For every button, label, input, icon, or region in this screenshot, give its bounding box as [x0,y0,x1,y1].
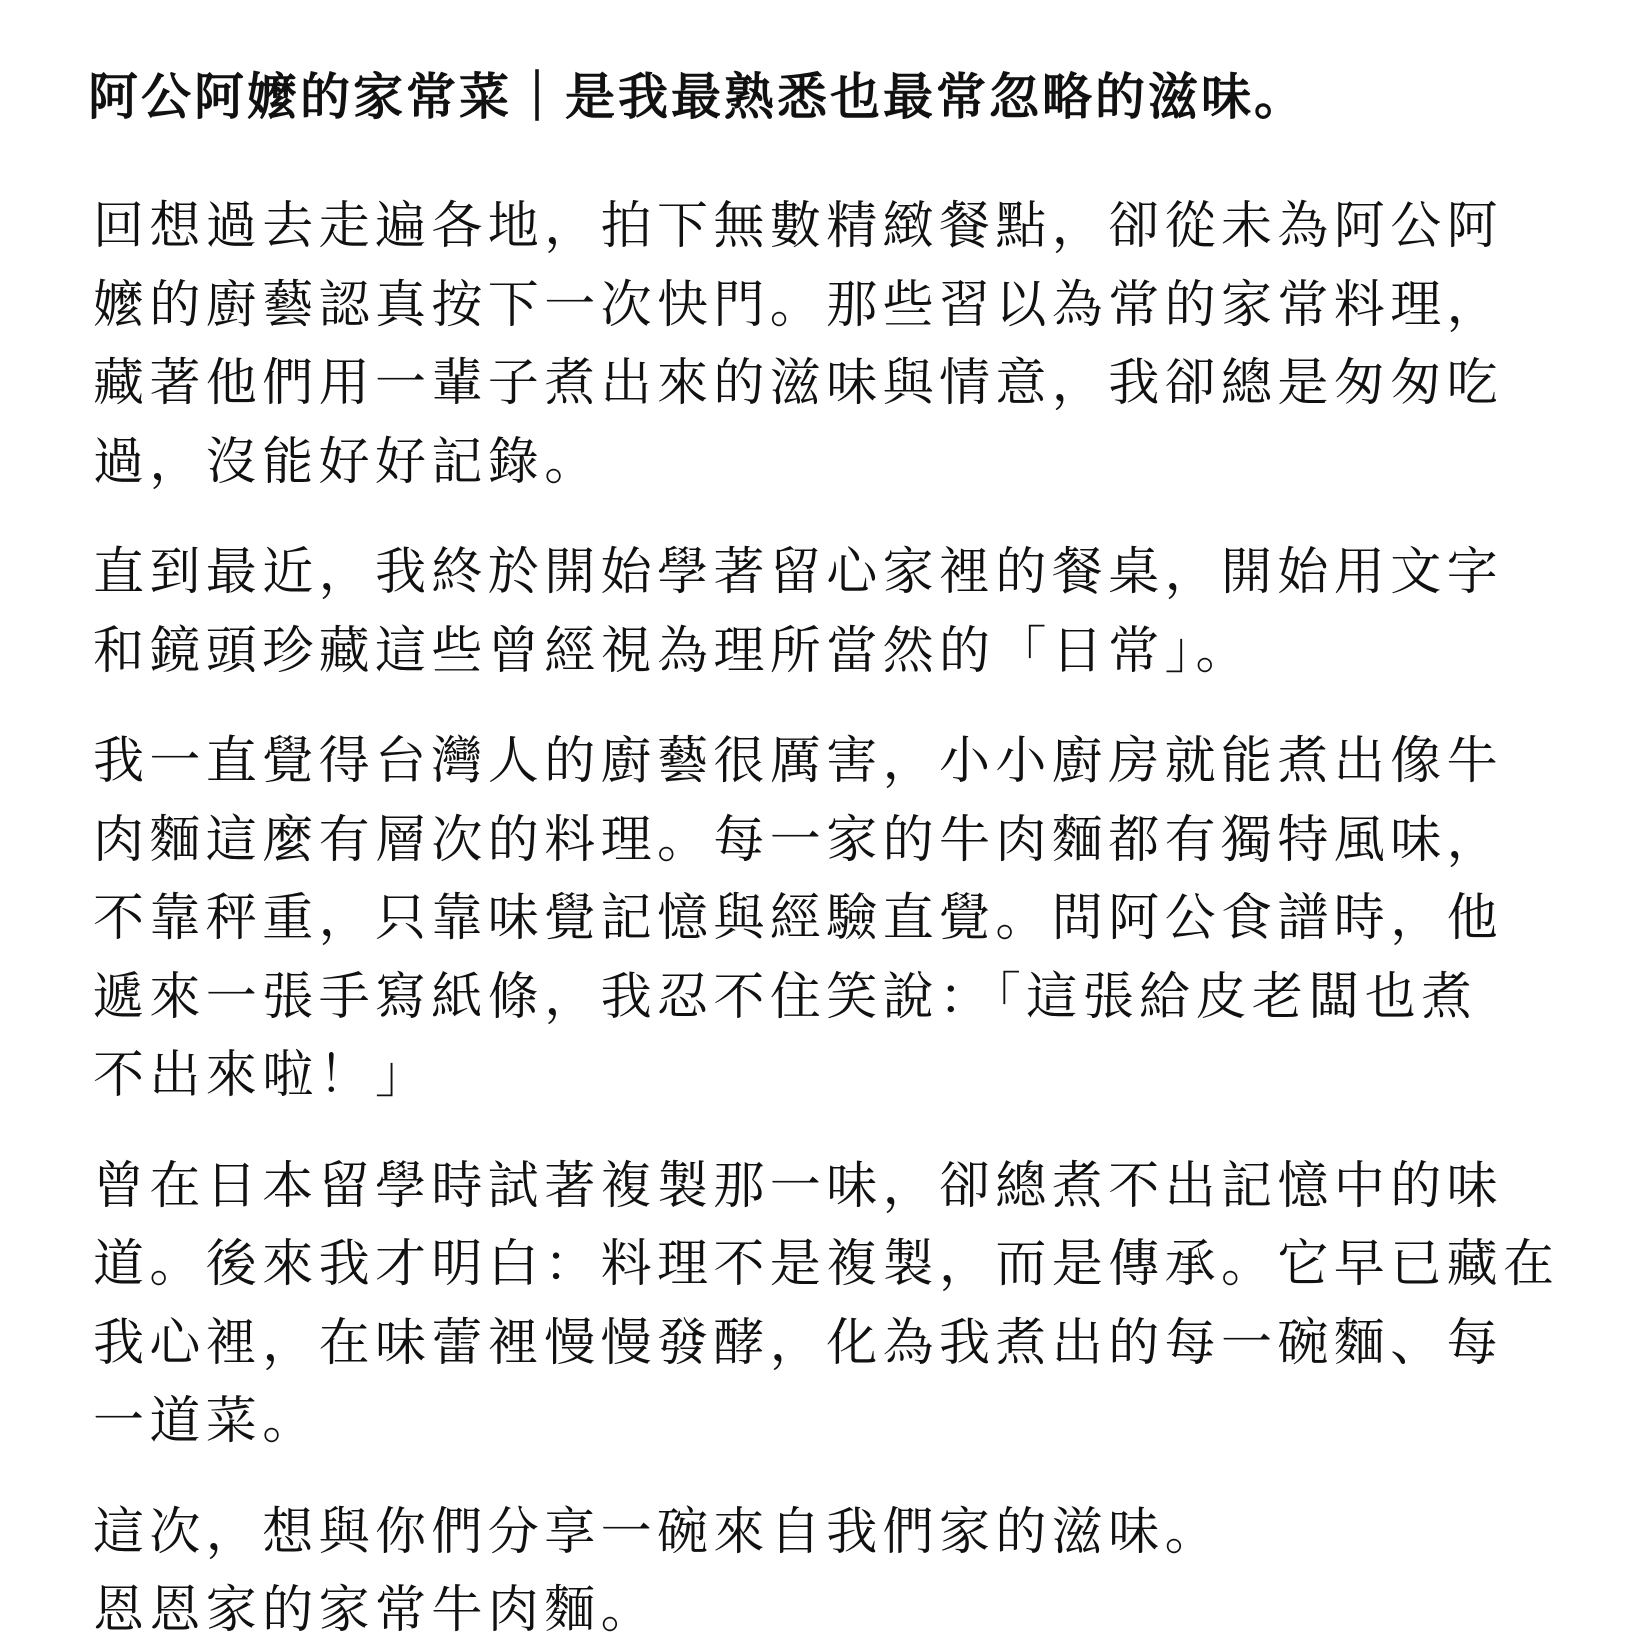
text-line: 道。後來我才明白：料理不是複製，而是傳承。它早已藏在 [93,1235,1560,1294]
text-line: 不出來啦！」 [93,1046,432,1105]
paragraph-4 [93,1148,1593,1462]
text-line: 一道菜。 [93,1392,319,1451]
text-line: 回想過去走遍各地，拍下無數精緻餐點，卻從未為阿公阿 [93,197,1504,256]
text-line: 嬤的廚藝認真按下一次快門。那些習以為常的家常料理， [93,275,1504,335]
text-line: 我一直覺得台灣人的廚藝很厲害，小小廚房就能煮出像牛 [93,732,1504,791]
text-line: 恩恩家的家常牛肉麵。 [93,1581,658,1640]
text-line: 我心裡，在味蕾裡慢慢發酵，化為我煮出的每一碗麵、每 [93,1313,1504,1373]
text-line: 過，沒能好好記錄。 [93,432,601,492]
text-line: 直到最近，我終於開始學著留心家裡的餐桌，開始用文字 [93,543,1504,602]
paragraph-3 [93,723,1593,1116]
text-line: 不靠秤重，只靠味覺記憶與經驗直覺。問阿公食譜時，他 [93,889,1504,948]
text-line: 遞來一張手寫紙條，我忍不住笑說：「這張給皮老闆也煮 [93,967,1478,1027]
article-body [93,188,1593,1651]
article-title: 阿公阿嬤的家常菜｜是我最熟悉也最常忽略的滋味。 [88,68,1307,126]
paragraph-5 [93,1494,1593,1651]
text-line: 曾在日本留學時試著複製那一味，卻總煮不出記憶中的味 [93,1156,1504,1216]
text-line: 這次，想與你們分享一碗來自我們家的滋味。 [93,1502,1222,1562]
text-line: 和鏡頭珍藏這些曾經視為理所當然的「日常」。 [93,621,1252,681]
text-line: 肉麵這麼有層次的料理。每一家的牛肉麵都有獨特風味， [93,810,1504,870]
text-line: 藏著他們用一輩子煮出來的滋味與情意，我卻總是匆匆吃 [93,354,1504,413]
paragraph-2 [93,534,1593,691]
paragraph-1 [93,188,1593,502]
